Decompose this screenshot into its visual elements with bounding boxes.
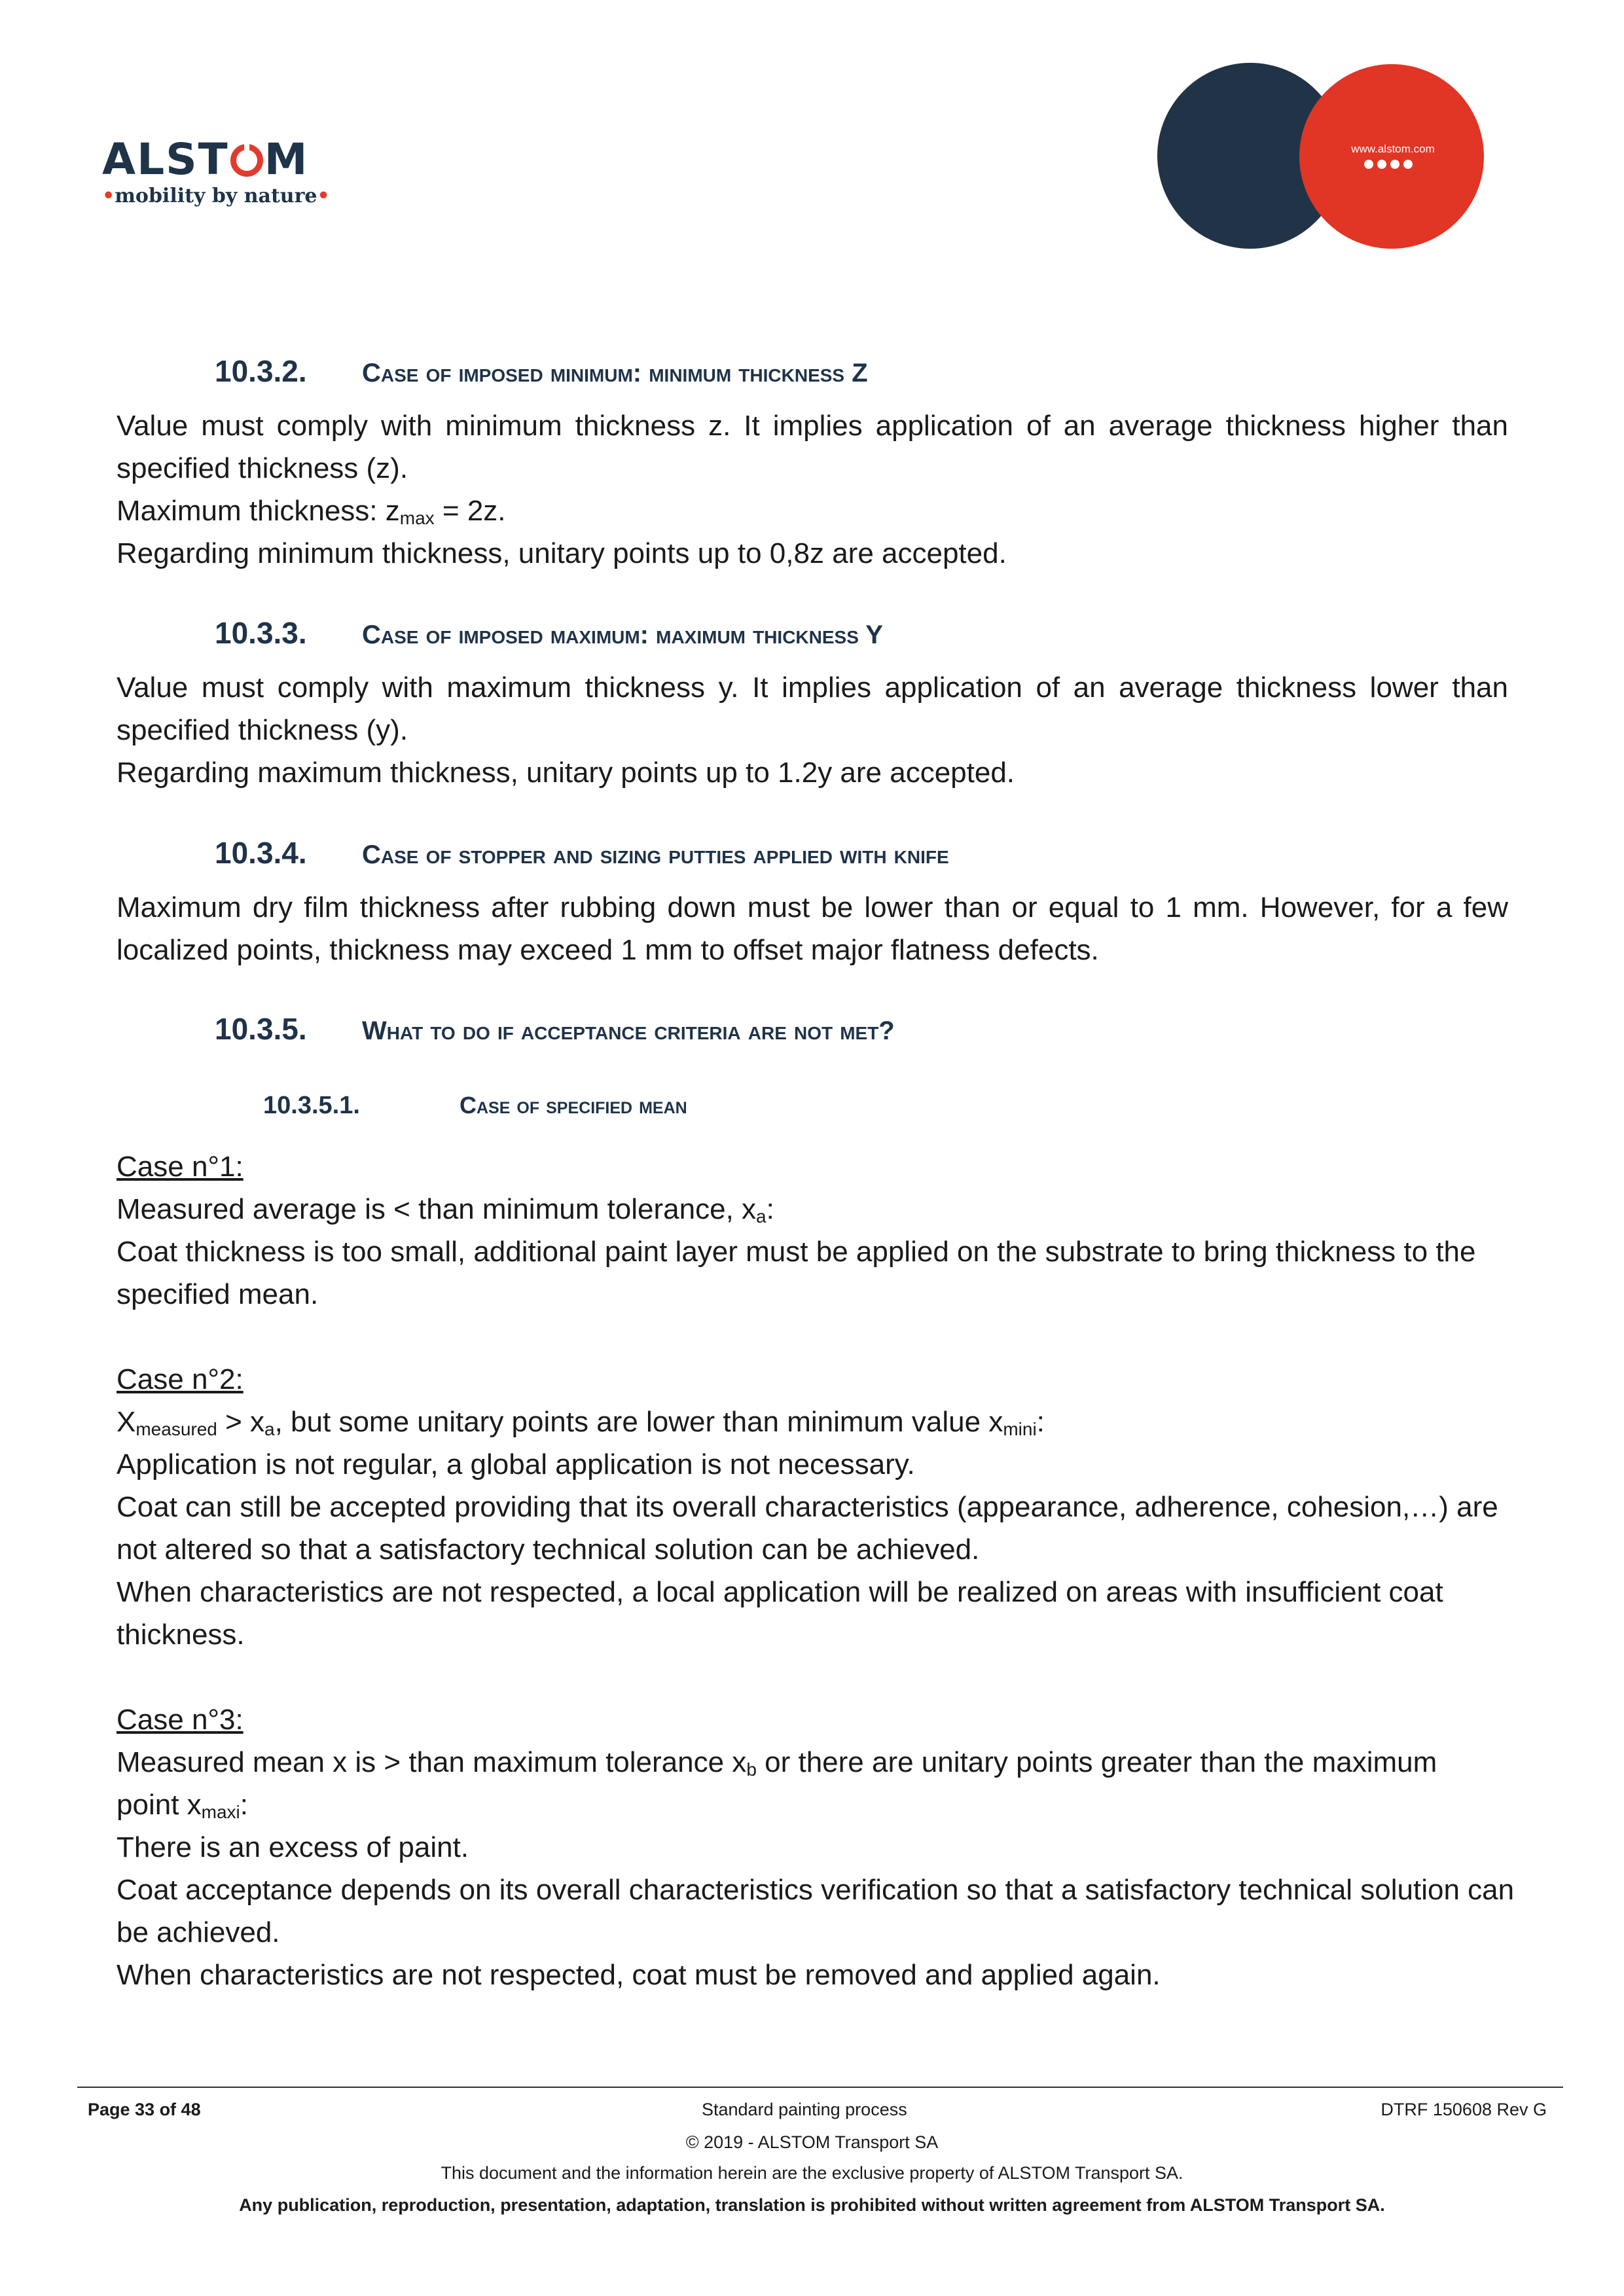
case-1-label: Case n°1: [117,1151,244,1183]
linkedin-icon [1390,160,1399,169]
heading-10-3-3: 10.3.3. Case of imposed maximum: maximum thickness Y [215,616,883,650]
logo-o-icon [230,144,263,177]
case-3-label: Case n°3: [117,1704,244,1736]
para-10-3-2: Value must comply with minimum thickness z. It implies application of an average thickness higher than specified thickness (z). Maximum thickness: $z_{max} = 2z$. Regarding minimum thickness, unitary points up to 0,8z are accepted. [117,410,1508,569]
youtube-icon [1403,160,1413,169]
brand-red-circle [1299,64,1484,249]
heading-10-3-4: 10.3.4. Case of stopper and sizing putties applied with knife [215,836,949,870]
heading-10-3-5: 10.3.5. What to do if acceptance criteria are not met? [215,1012,895,1046]
copyright: © 2019 - ALSTOM Transport SA [685,2132,939,2152]
heading-10-3-2: 10.3.2. Case of imposed minimum: minimum thickness Z [215,354,868,388]
case-2-block: Case n°2: $X_{measured} > x_a$, but some unitary points are lower than minimum value $x_{mini}$: Application is not regular, a global application is not necessary. Coat can still be accepted providing that its overall characteristics (appearance, adherence, cohesion,…) are not altered so that a satisfactory technical solution can be achieved. When characteristics are not respected, a local application will be realized on areas with insufficient coat thickness. [117,1358,1508,1656]
case-1-block: Case n°1: Measured average is < than minimum tolerance, $x_a$: Coat thickness is too small, additional paint layer must be applied on the substrate to bring thickness to the specified mean. [117,1145,1508,1316]
doc-reference: DTRF 150608 Rev G [1380,2100,1547,2119]
alstom-logo [102,136,338,207]
para-10-3-4: Maximum dry film thickness after rubbing down must be lower than or equal to 1 mm. However, for a few localized points, thickness may exceed 1 mm to offset major flatness defects. [117,891,1508,966]
heading-10-3-5-1: 10.3.5.1. Case of specified mean [263,1092,687,1119]
website-text: www.alstom.com [1351,143,1435,155]
case-2-label: Case n°2: [117,1363,244,1395]
para-10-3-3: Value must comply with maximum thickness y. It implies application of an average thickness lower than specified thickness (y). Regarding maximum thickness, unitary points up to 1.2y are accepted. [117,672,1508,789]
logo-wordmark: ALST M [102,134,309,185]
social-icons [1364,160,1413,169]
facebook-icon [1364,160,1373,169]
doc-title: Standard painting process [702,2100,907,2119]
case-3-block: Case n°3: Measured mean x is > than maximum tolerance $x_b$ or there are unitary points greater than the maximum point $x_{maxi}$: There is an excess of paint. Coat acceptance depends on its overall characteristics verification so that a satisfactory technical solution can be achieved. When characteristics are not respected, coat must be removed and applied again. [117,1698,1508,1996]
twitter-icon [1377,160,1386,169]
prohibition-notice: Any publication, reproduction, presentation, adaptation, translation is prohibited without written agreement from ALSTOM Transport SA. [239,2195,1385,2215]
footer-divider [77,2087,1563,2088]
page-number: Page 33 of 48 [88,2100,201,2119]
logo-tagline: •mobility by nature• [102,185,330,207]
property-notice: This document and the information herein are the exclusive property of ALSTOM Transport SA. [441,2163,1183,2183]
